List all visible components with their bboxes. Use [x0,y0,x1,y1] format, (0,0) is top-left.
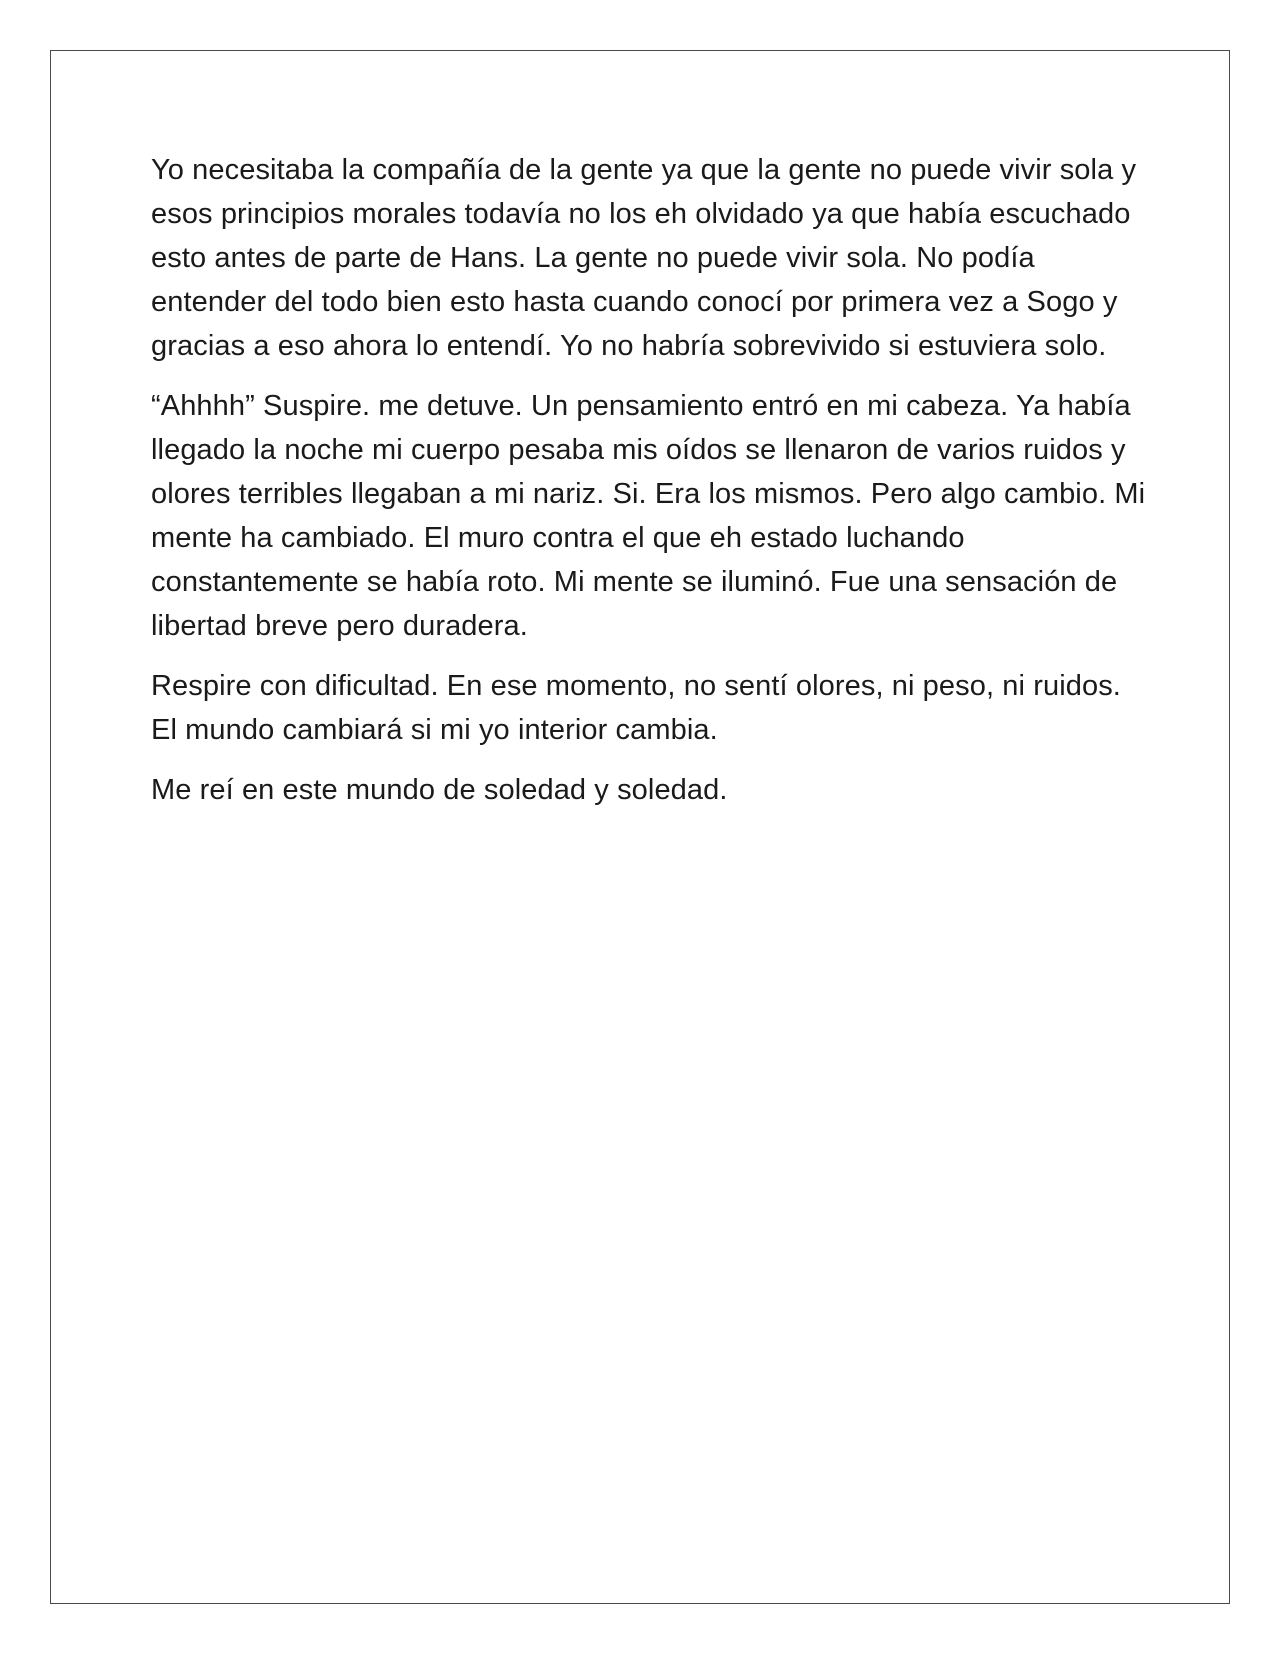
paragraph-1: Yo necesitaba la compañía de la gente ya que la gente no puede vivir sola y esos principios morales todavía no los eh olvidado ya que había escuchado esto antes de parte de Hans. La gente no puede vivir sola. No podía entender del todo bien esto hasta cuando conocí por primera vez a Sogo y gracias a eso ahora lo entendí. Yo no habría sobrevivido si estuviera solo. [151,154,1137,362]
paragraph-2: “Ahhhh” Suspire. me detuve. Un pensamiento entró en mi cabeza. Ya había llegado la noche mi cuerpo pesaba mis oídos se llenaron de varios ruidos y olores terribles llegaban a mi nariz. Si. Era los mismos. Pero algo cambio. Mi mente ha cambiado. El muro contra el que eh estado luchando constantemente se había roto. Mi mente se iluminó. Fue una sensación de libertad breve pero duradera. [151,390,1146,642]
paragraph-4: Me reí en este mundo de soledad y soledad. [151,774,728,806]
page-body [151,148,1151,828]
paragraph-3: Respire con dificultad. En ese momento, no sentí olores, ni peso, ni ruidos. El mundo cambiará si mi yo interior cambia. [151,670,1121,746]
